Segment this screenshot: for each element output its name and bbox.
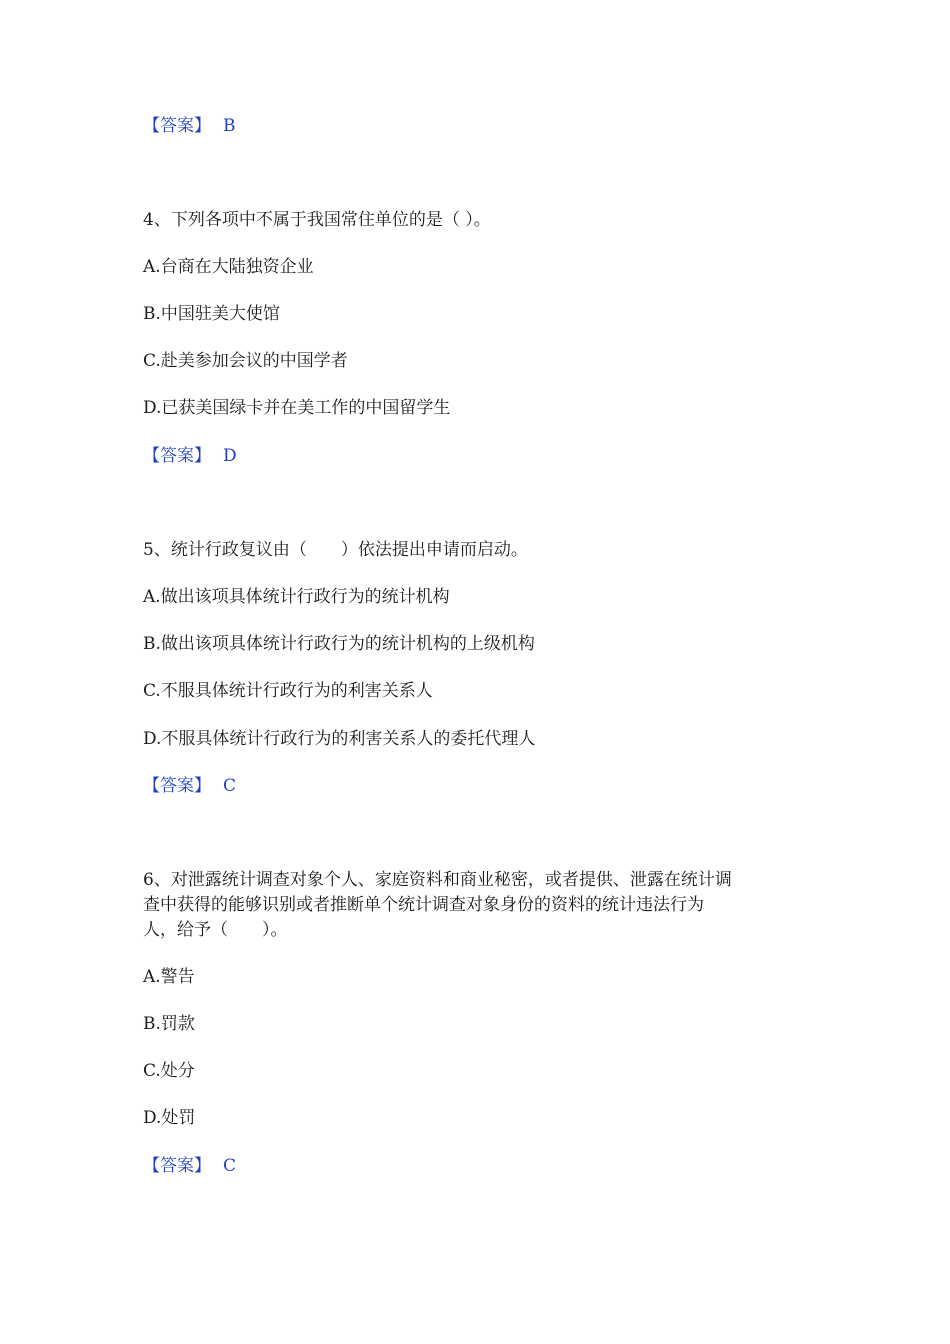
answer-line-q5 [143,775,236,797]
question-6-stem [143,868,813,943]
answer-label: 【答案】 [143,1156,211,1176]
question-4-option-d: D.已获美国绿卡并在美工作的中国留学生 [143,398,451,418]
question-6-option-c: C.处分 [143,1061,195,1081]
answer-value: D [223,446,237,466]
question-6-stem-line-3: 人，给予（ ）。 [143,920,288,940]
question-6-option-a: A.警告 [143,967,195,987]
question-4-stem: 4、下列各项中不属于我国常住单位的是（ ）。 [143,210,491,230]
answer-label: 【答案】 [143,116,211,136]
question-5-option-d: D.不服具体统计行政行为的利害关系人的委托代理人 [143,729,536,749]
answer-line-q6 [143,1155,236,1177]
question-5-option-c: C.不服具体统计行政行为的利害关系人 [143,681,433,701]
answer-label: 【答案】 [143,446,211,466]
answer-label: 【答案】 [143,776,211,796]
question-5-option-a: A.做出该项具体统计行政行为的统计机构 [143,587,450,607]
question-6-option-b: B.罚款 [143,1014,195,1034]
question-4-option-c: C.赴美参加会议的中国学者 [143,351,348,371]
answer-line-q4 [143,445,237,467]
question-4-option-a: A.台商在大陆独资企业 [143,257,314,277]
answer-value: C [223,1156,237,1176]
answer-value: C [223,776,237,796]
question-5-option-b: B.做出该项具体统计行政行为的统计机构的上级机构 [143,634,535,654]
question-6-option-d: D.处罚 [143,1108,196,1128]
question-5-stem: 5、统计行政复议由（ ）依法提出申请而启动。 [143,540,528,560]
answer-value: B [223,116,236,136]
question-6-stem-line-1: 6、对泄露统计调查对象个人、家庭资料和商业秘密，或者提供、泄露在统计调 [143,870,732,890]
question-4-option-b: B.中国驻美大使馆 [143,304,280,324]
answer-line-q3 [143,115,236,137]
question-6-stem-line-2: 查中获得的能够识别或者推断单个统计调查对象身份的资料的统计违法行为 [143,895,704,915]
